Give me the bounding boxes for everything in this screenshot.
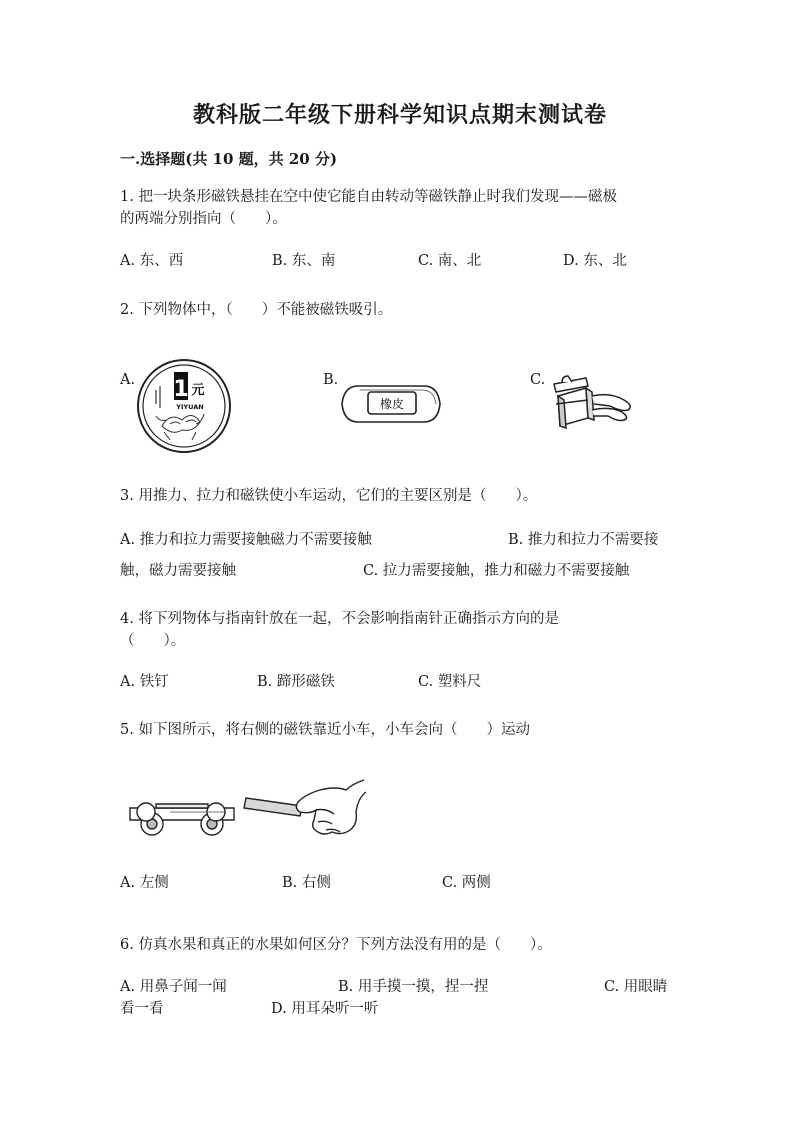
question-2: 2. 下列物体中，（ ）不能被磁铁吸引。 <box>120 302 393 318</box>
eraser-label: 橡皮 <box>379 397 405 411</box>
toy-car-figure <box>126 790 238 842</box>
q2-label-c: C. <box>530 372 546 388</box>
q3-option-a: A. 推力和拉力需要接触磁力不需要接触 <box>120 532 372 548</box>
q6-option-c: C. 用眼睛 <box>604 979 668 995</box>
question-3: 3. 用推力、拉力和磁铁使小车运动，它们的主要区别是（ ）。 <box>120 488 538 504</box>
question-6: 6. 仿真水果和真正的水果如何区分？下列方法没有用的是（ ）。 <box>120 937 552 953</box>
q5-option-c: C. 两侧 <box>442 875 491 891</box>
question-4-line-2: （ ）。 <box>120 633 186 649</box>
section-heading: 一.选择题(共 10 题，共 20 分) <box>120 150 338 168</box>
question-4-line-1: 4. 将下列物体与指南针放在一起，不会影响指南针正确指示方向的是 <box>120 611 559 627</box>
q1-option-b: B. 东、南 <box>272 253 336 269</box>
q2-label-a: A. <box>120 372 136 388</box>
q5-option-b: B. 右侧 <box>282 875 331 891</box>
q1-option-c: C. 南、北 <box>418 253 482 269</box>
q6-option-a: A. 用鼻子闻一闻 <box>120 979 227 995</box>
coin-digit: 1 <box>173 377 189 402</box>
hand-magnet-figure <box>240 776 370 842</box>
eraser-figure <box>338 380 444 430</box>
q4-option-c: C. 塑料尺 <box>418 674 482 690</box>
coin-pinyin: YIYUAN <box>176 403 204 411</box>
q6-option-d: D. 用耳朵听一听 <box>271 1001 379 1017</box>
q4-option-a: A. 铁钉 <box>120 674 169 690</box>
q6-option-c-continued: 看一看 <box>120 1001 164 1017</box>
q3-option-c: C. 拉力需要接触，推力和磁力不需要接触 <box>363 563 630 579</box>
coin-figure <box>134 356 234 456</box>
q1-option-d: D. 东、北 <box>563 253 627 269</box>
q2-label-b: B. <box>323 372 339 388</box>
binder-clip-figure <box>548 374 638 430</box>
question-1-line-2: 的两端分别指向（ ）。 <box>120 211 287 227</box>
question-1-line-1: 1. 把一块条形磁铁悬挂在空中使它能自由转动等磁铁静止时我们发现——磁极 <box>120 189 617 205</box>
question-5: 5. 如下图所示，将右侧的磁铁靠近小车，小车会向（ ）运动 <box>120 722 530 738</box>
page-title: 教科版二年级下册科学知识点期末测试卷 <box>192 102 607 128</box>
q1-option-a: A. 东、西 <box>120 253 184 269</box>
coin-unit: 元 <box>191 383 205 398</box>
q6-option-b: B. 用手摸一摸，捏一捏 <box>338 979 489 995</box>
q5-option-a: A. 左侧 <box>120 875 169 891</box>
q3-option-b: B. 推力和拉力不需要接 <box>508 532 659 548</box>
bar-magnet-icon <box>244 798 302 816</box>
q3-option-b-continued: 触，磁力需要接触 <box>120 563 236 579</box>
q4-option-b: B. 蹄形磁铁 <box>257 674 335 690</box>
